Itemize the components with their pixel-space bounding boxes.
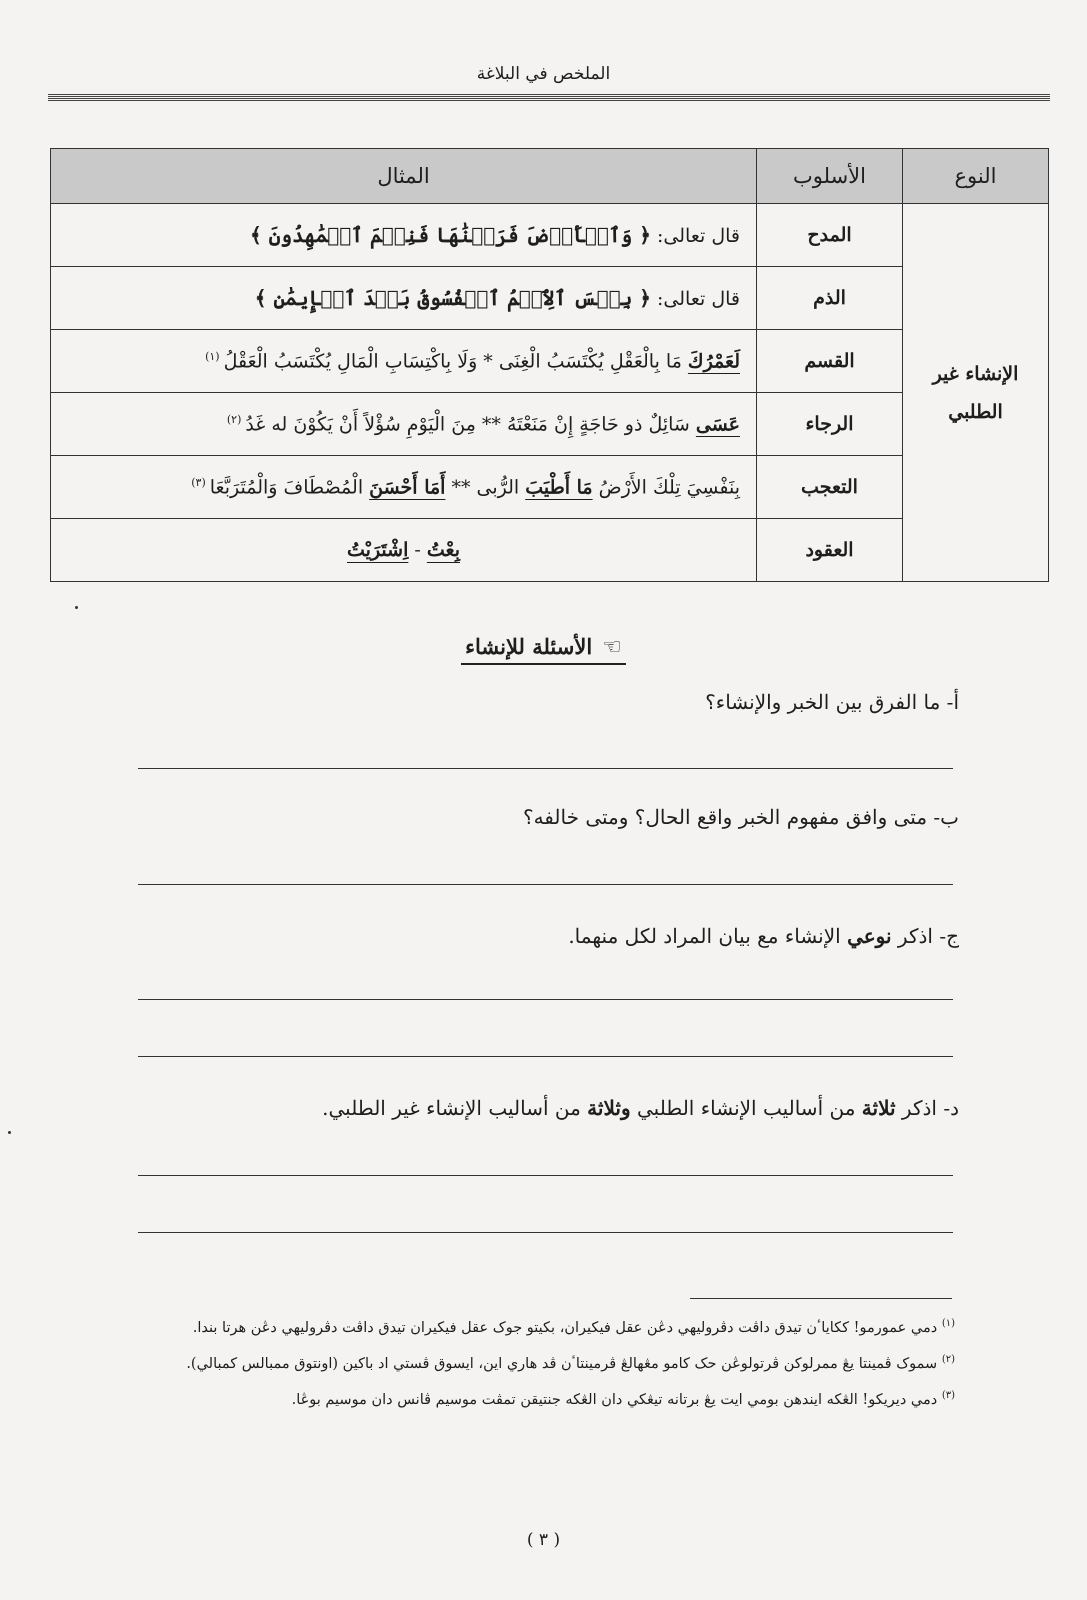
example-cell <box>51 204 757 267</box>
question-a <box>705 690 959 714</box>
key-word: أَمَا أَحْسَنَ <box>369 476 446 499</box>
footnote <box>186 1354 955 1372</box>
style-cell: العقود <box>757 519 903 582</box>
style-cell: الرجاء <box>757 393 903 456</box>
styles-table <box>50 148 1049 582</box>
answer-line[interactable] <box>138 1232 953 1233</box>
table-header-row <box>51 149 1049 204</box>
question-text: اذكر <box>891 924 933 948</box>
separator: - <box>408 539 427 561</box>
answer-line[interactable] <box>138 768 953 769</box>
table-row <box>51 330 1049 393</box>
header-rule <box>48 94 1050 102</box>
footnote-text: دمي عمورمو! ككاياٴن تيدق داڤت دڤروليهي دڠن عقل فيكيران، بكيتو جوک عقل فيكيران تيدق داڤت دڤروليهي دڠن هرتا بندا. <box>192 1319 942 1336</box>
example-cell <box>51 519 757 582</box>
table-row <box>51 519 1049 582</box>
question-prefix: ب- <box>927 805 959 829</box>
footnote-rule <box>690 1298 952 1299</box>
print-speck <box>8 1131 11 1134</box>
quran-quote: ﴿ بِئۡسَ ٱلِٱسۡمُ ٱلۡفُسُوقُ بَعۡدَ ٱلۡإِيمَٰنِ ﴾ <box>254 286 651 310</box>
answer-line[interactable] <box>138 884 953 885</box>
example-lead: قال تعالى: <box>650 288 740 310</box>
question-c <box>568 924 959 948</box>
key-word: بِعْتُ <box>426 539 460 561</box>
col-header-style: الأسلوب <box>757 149 903 204</box>
group-label-cell <box>903 204 1049 582</box>
question-prefix: ج- <box>932 924 959 948</box>
key-word: مَا أَطْيَبَ <box>525 476 593 499</box>
pointing-hand-icon: ☜ <box>602 635 622 660</box>
question-prefix: د- <box>936 1096 959 1120</box>
style-cell: الذم <box>757 267 903 330</box>
print-speck <box>75 606 78 609</box>
example-lead: قال تعالى: <box>650 225 740 247</box>
footnote <box>193 1318 955 1336</box>
footnote-number: (٢) <box>941 1354 955 1365</box>
question-bold: ثلاثة <box>861 1096 896 1120</box>
table-row <box>51 456 1049 519</box>
questions-title-text: الأسئلة للإنشاء <box>465 634 593 659</box>
table-row <box>51 267 1049 330</box>
footnote-ref: (٣) <box>191 475 206 489</box>
quran-quote: ﴿ وَٱلۡأَرۡضَ فَرَشۡنَٰهَا فَنِعۡمَ ٱلۡمَٰهِدُونَ ﴾ <box>250 223 651 247</box>
question-bold: نوعي <box>847 924 892 948</box>
verse-text: الْمُصْطَافَ وَالْمُتَرَبَّعَا <box>209 476 370 499</box>
question-d <box>322 1096 959 1120</box>
key-word: اِشْتَرَيْتُ <box>347 539 409 561</box>
col-header-kind: النوع <box>903 149 1049 204</box>
question-text: ما الفرق بين الخبر والإنشاء؟ <box>705 690 941 714</box>
style-cell: المدح <box>757 204 903 267</box>
key-word: لَعَمْرُكَ <box>687 350 740 373</box>
footnote-text: دمي ديريکو! الڠکه ايندهن بومي ايت يڠ برتانه تيڠکي دان الڠکه جنتيقن تمڤت موسيم ڤانس دان موسيم بوڠا. <box>291 1391 942 1408</box>
question-bold: وثلاثة <box>587 1096 631 1120</box>
example-cell <box>51 330 757 393</box>
verse-text: مَا بِالْعَقْلِ يُكْتَسَبُ الْغِنَى * وَلَا بِاكْتِسَابِ الْمَالِ يُكْتَسَبُ الْعَقْلُ <box>223 350 688 373</box>
question-text: من أساليب الإنشاء غير الطلبي. <box>322 1096 588 1120</box>
footnote-text: سموک ڤمينتا يڠ ممرلوکن ڤرتولوڠن حک كامو مڠهالڠ ڤرمينتاٴن ڤد هاري اين، ايسوق ڤستي اد باکين (اونتوق ممبالس كمبالي). <box>186 1355 942 1372</box>
example-cell <box>51 456 757 519</box>
question-text: من أساليب الإنشاء الطلبي <box>630 1096 862 1120</box>
running-header: الملخص في البلاغة <box>476 64 611 84</box>
page-number: ( ٣ ) <box>526 1530 561 1550</box>
verse-text: الرُّبى ** <box>445 476 526 499</box>
question-prefix: أ- <box>940 690 959 714</box>
group-label-line1: الإنشاء غير <box>932 362 1019 385</box>
answer-line[interactable] <box>138 1056 953 1057</box>
footnote-ref: (٢) <box>226 412 242 426</box>
key-word: عَسَى <box>695 413 740 436</box>
question-text: متى وافق مفهوم الخبر واقع الحال؟ ومتى خالفه؟ <box>522 805 928 829</box>
question-text: الإنشاء مع بيان المراد لكل منهما. <box>568 924 848 948</box>
verse-text: سَائِلٌ ذو حَاجَةٍ إِنْ مَنَعْتَهُ ** مِنَ الْيَوْمِ سُؤْلاً أَنْ يَكُوْنَ له غَدُ <box>245 413 696 436</box>
questions-title <box>0 634 1087 660</box>
answer-line[interactable] <box>138 1175 953 1176</box>
style-cell: التعجب <box>757 456 903 519</box>
example-cell <box>51 267 757 330</box>
table-row <box>51 393 1049 456</box>
verse-text: بِنَفْسِيَ تِلْكَ الأَرْضُ <box>592 476 740 499</box>
col-header-example: المثال <box>51 149 757 204</box>
example-cell <box>51 393 757 456</box>
answer-line[interactable] <box>138 999 953 1000</box>
footnote-ref: (١) <box>205 349 220 363</box>
footnote <box>292 1390 955 1408</box>
question-text: اذكر <box>895 1096 937 1120</box>
style-cell: القسم <box>757 330 903 393</box>
footnote-number: (٣) <box>941 1390 955 1401</box>
table-row <box>51 204 1049 267</box>
footnote-number: (١) <box>941 1318 955 1329</box>
question-b <box>523 805 959 829</box>
group-label-line2: الطلبي <box>948 400 1003 423</box>
